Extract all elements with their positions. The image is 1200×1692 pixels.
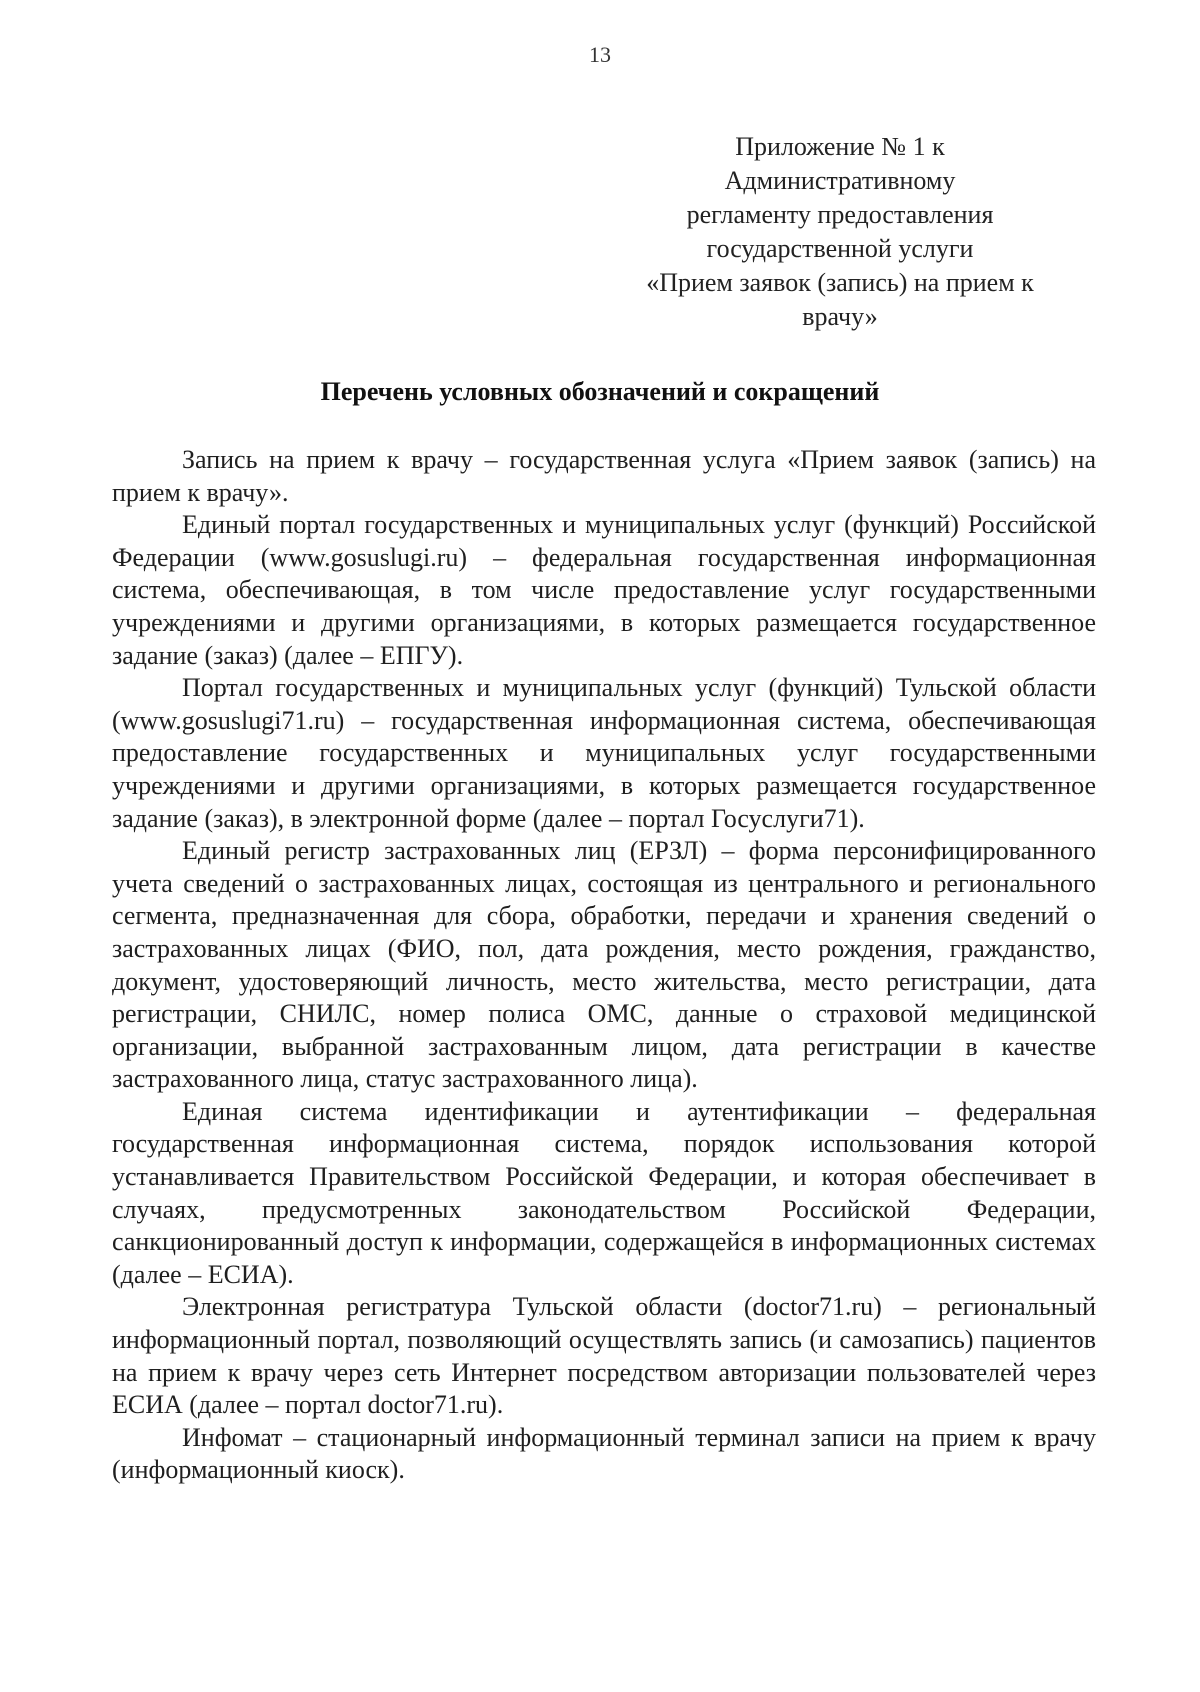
appendix-header xyxy=(600,130,1080,334)
appendix-line: врачу» xyxy=(802,302,878,331)
document-title: Перечень условных обозначений и сокращений xyxy=(320,377,880,406)
appendix-line: Приложение № 1 к xyxy=(735,132,945,161)
appendix-line: «Прием заявок (запись) на прием к xyxy=(646,268,1034,297)
paragraph: Электронная регистратура Тульской области (doctor71.ru) – региональный информационный портал, позволяющий осуществлять запись (и самозапись) пациентов на прием к врачу через сеть Интернет посредством авторизации пользователей через ЕСИА (далее – портал doctor71.ru). xyxy=(112,1292,1096,1420)
appendix-line: регламенту предоставления xyxy=(686,200,994,229)
paragraph: Единый регистр застрахованных лиц (ЕРЗЛ) – форма персонифицированного учета сведений о застрахованных лицах, состоящая из центрального и регионального сегмента, предназначенная для сбора, обработки, передачи и хранения сведений о застрахованных лицах (ФИО, пол, дата рождения, место рождения, гражданство, документ, удостоверяющий личность, место жительства, место регистрации, дата регистрации, СНИЛС, номер полиса ОМС, данные о страховой медицинской организации, выбранной застрахованным лицом, дата регистрации в качестве застрахованного лица, статус застрахованного лица). xyxy=(112,836,1096,1094)
paragraph: Портал государственных и муниципальных услуг (функций) Тульской области (www.gosuslugi71.ru) – государственная информационная система, обеспечивающая предоставление государственных и муниципальных услуг государственными учреждениями и другими организациями, в которых размещается государственное задание (заказ), в электронной форме (далее – портал Госуслуги71). xyxy=(112,673,1096,833)
paragraph: Инфомат – стационарный информационный терминал записи на прием к врачу (информационный киоск). xyxy=(112,1422,1096,1485)
appendix-line: Административному xyxy=(724,166,956,195)
paragraph: Единая система идентификации и аутентификации – федеральная государственная информационная система, порядок использования которой устанавливается Правительством Российской Федерации, и которая обеспечивает в случаях, предусмотренных законодательством Российской Федерации, санкционированный доступ к информации, содержащейся в информационных системах (далее – ЕСИА). xyxy=(112,1096,1096,1289)
document-body xyxy=(112,444,1096,1487)
appendix-line: государственной услуги xyxy=(706,234,974,263)
paragraph: Запись на прием к врачу – государственная услуга «Прием заявок (запись) на прием к врачу». xyxy=(112,445,1096,507)
paragraph: Единый портал государственных и муниципальных услуг (функций) Российской Федерации (www.gosuslugi.ru) – федеральная государственная информационная система, обеспечивающая, в том числе предоставление услуг государственными учреждениями и другими организациями, в которых размещается государственное задание (заказ) (далее – ЕПГУ). xyxy=(112,510,1096,670)
page-number: 13 xyxy=(589,42,611,67)
